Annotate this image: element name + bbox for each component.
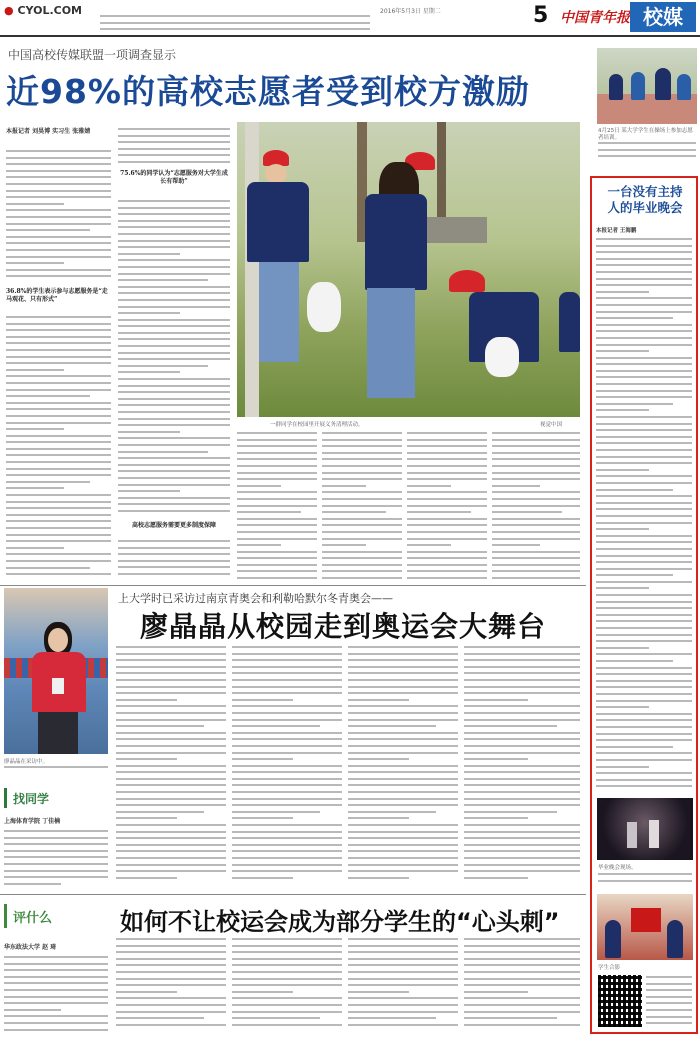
- red-cap: [449, 270, 485, 292]
- site-logo: ● CYOL.COM: [4, 4, 83, 17]
- bottom-headline: 如何不让校运会成为部分学生的“心头刺”: [120, 908, 560, 936]
- sidebar-body: [596, 238, 692, 794]
- section-badge: 校媒: [630, 2, 696, 32]
- tree-trunk: [437, 122, 446, 232]
- lead-body-col4: [322, 432, 402, 582]
- student-jacket: [605, 920, 621, 958]
- column-tag-label: 评什么: [13, 911, 53, 926]
- lead-photo-credit: 视觉中国: [540, 422, 563, 428]
- lead-subhead-3: 高校志愿服务需要更多制度保障: [131, 522, 216, 529]
- masthead: [0, 0, 700, 38]
- feature-rule: [0, 585, 586, 586]
- bottom-byline: 华东政法大学 赵 琦: [4, 944, 57, 951]
- student-jacket: [667, 920, 683, 958]
- lead-body-col2-b: [118, 200, 230, 520]
- lead-byline: 本报记者 刘昊博 实习生 张雅婧: [6, 128, 91, 135]
- accreditation-badge: [52, 678, 64, 694]
- qr-description: [646, 976, 692, 1026]
- student-jacket: [559, 292, 580, 352]
- tree-trunk: [245, 122, 259, 417]
- sidebar-headline: 一台没有主持人的毕业晚会: [607, 184, 683, 215]
- page-number: 5: [533, 3, 549, 28]
- feature-photo-caption-lines: [4, 766, 108, 776]
- face: [265, 164, 287, 184]
- lead-body-col1-a: [6, 150, 111, 285]
- feature-photo: [4, 588, 108, 754]
- lead-photo: [237, 122, 580, 417]
- bottom-body-col1: [4, 956, 108, 1034]
- face: [48, 628, 68, 652]
- lead-body-col1-b: [6, 316, 111, 581]
- sidebar-caption-3: 学生合影: [598, 965, 621, 971]
- feature-kicker: 上大学时已采访过南京青奥会和利勒哈默尔冬青奥会——: [118, 592, 393, 605]
- student-jacket: [655, 68, 671, 100]
- qr-code: [598, 975, 642, 1027]
- student-jacket: [247, 182, 309, 262]
- feature-body-col2: [232, 646, 342, 882]
- feature-photo-caption: 廖晶晶在采访中。: [4, 759, 49, 765]
- bottom-body-col4: [348, 938, 458, 1034]
- bottom-rule: [0, 894, 586, 895]
- sidebar-byline: 本报记者 王海鹏: [596, 228, 637, 234]
- lead-subhead-1: 75.6%的同学认为“志愿服务对大学生成长有帮助”: [120, 170, 228, 185]
- column-tag-find: [4, 788, 64, 808]
- masthead-rule: [0, 35, 700, 37]
- lead-body-col2-a: [118, 128, 230, 168]
- lead-photo-caption: 一群同学在校园里开展义务清理活动。: [270, 422, 364, 428]
- sidebar-caption-2: 毕业晚会现场。: [598, 865, 637, 871]
- student-jacket: [609, 74, 623, 100]
- feature-body-col3: [348, 646, 458, 882]
- sidebar-photo: [597, 48, 697, 124]
- column-tag-comment: [4, 904, 74, 928]
- sidebar-caption-lines: [598, 142, 696, 166]
- sidebar-caption-2-lines: [598, 873, 692, 885]
- column-find-body: [4, 830, 108, 892]
- feature-body-col4: [464, 646, 580, 882]
- trash-bag: [485, 337, 519, 377]
- bottom-body-col3: [232, 938, 342, 1034]
- lead-body-col2-c: [118, 540, 230, 582]
- performer: [627, 822, 637, 848]
- student-jeans: [259, 262, 299, 362]
- column-tag-label: 找同学: [13, 792, 50, 806]
- student-jeans: [367, 288, 415, 398]
- bottom-body-col2: [116, 938, 226, 1034]
- lead-kicker: 中国高校传媒联盟一项调查显示: [8, 48, 177, 62]
- lead-body-col5: [407, 432, 487, 582]
- student-jacket: [631, 72, 645, 100]
- student-jacket: [677, 74, 691, 100]
- feature-headline: 廖晶晶从校园走到奥运会大舞台: [140, 610, 547, 643]
- lead-headline: 近98%的高校志愿者受到校方激励: [6, 72, 530, 111]
- paper-name: 中国青年报: [560, 10, 630, 26]
- sidebar-group-photo: [597, 894, 693, 960]
- bottom-body-col5: [464, 938, 580, 1034]
- sidebar-photo-caption: 4月25日 某大学学生在操场上参加志愿者培训。: [598, 128, 693, 141]
- masthead-info-lines: [100, 15, 370, 33]
- feature-body-col1: [116, 646, 226, 882]
- performer: [649, 820, 659, 848]
- lead-body-col3: [237, 432, 317, 582]
- top-info: 2016年5月3日 星期二: [380, 8, 441, 15]
- column-sub: 上海体育学院 丁佳楠: [4, 818, 61, 825]
- sidebar-stage-photo: [597, 798, 693, 860]
- trash-bag: [307, 282, 341, 332]
- student-jacket: [365, 194, 427, 290]
- banner: [631, 908, 661, 932]
- lead-body-col6: [492, 432, 580, 582]
- dark-pants: [38, 712, 78, 754]
- lead-subhead-2: 36.8%的学生表示参与志愿服务是“走马观花、只有形式”: [6, 288, 108, 303]
